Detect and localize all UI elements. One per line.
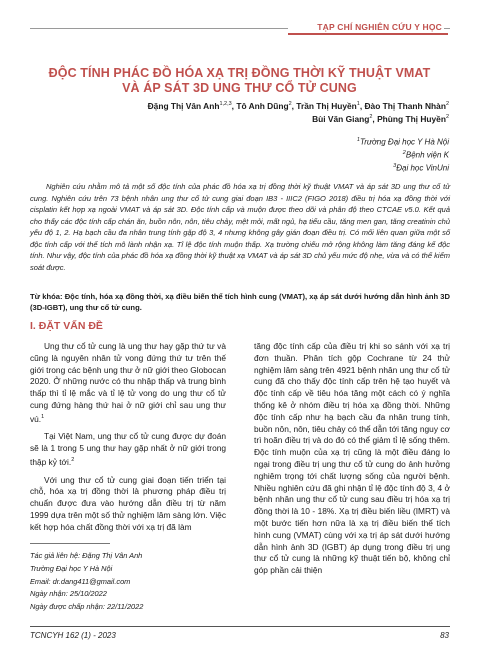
footer-rule [30, 626, 450, 627]
author-list [29, 99, 449, 126]
body-paragraph [30, 431, 226, 468]
author-sup: 1 [356, 101, 360, 107]
author-line-1 [29, 99, 449, 112]
body-paragraph [30, 475, 226, 534]
footnote-author: Tác giả liên hệ: Đặng Thị Vân Anh [30, 551, 143, 560]
paragraph-text: Tại Việt Nam, ung thư cổ tử cung được dự đoán sẽ là 1 trong 5 ung thư hay gặp nhất ở nữ giới trong thập kỷ tới. [30, 431, 226, 467]
author-name: , Trần Thị Huyền [291, 100, 357, 111]
footnote-accepted: Ngày được chấp nhận: 22/11/2022 [30, 602, 144, 612]
paragraph-text: Với ung thư cổ tử cung giai đoạn tiến triển tại chỗ, hóa xạ trị đồng thời là phương pháp điều trị chuẩn được đưa vào hướng dẫn điều trị từ năm 1999 dựa trên một số thử nghiệm lâm sàng lớn. Việc kết hợp hóa chất đồng thời với xạ trị đã làm [30, 474, 226, 532]
footnote-institution: Trường Đại học Y Hà Nội [30, 563, 113, 573]
citation-sup: 1 [41, 413, 45, 420]
author-sup: 2 [445, 114, 449, 121]
keywords: Từ khóa: Độc tính, hóa xạ đồng thời, xạ điều biến thể tích hình cung (VMAT), xạ áp sát dưới hướng dẫn hình ảnh 3D (3D-IGBT), ung thư cổ tử cung. [30, 292, 450, 312]
journal-section-label: TẠP CHÍ NGHIÊN CỨU Y HỌC [288, 20, 444, 34]
affiliation-text: Bệnh viện K [405, 150, 449, 160]
affiliation-text: Trường Đại học Y Hà Nội [359, 137, 449, 147]
affiliation-item [249, 148, 449, 161]
affiliation-item [249, 161, 449, 174]
footnote-rule [30, 543, 110, 544]
author-sup: 2 [288, 101, 292, 107]
page-number: 83 [440, 631, 449, 640]
footnote-email: Email: dr.dang411@gmail.com [30, 576, 131, 586]
article-title [30, 66, 449, 96]
footnote-received: Ngày nhận: 25/10/2022 [30, 589, 107, 599]
body-paragraph: tăng độc tính cấp của điều trị khi so sánh với xạ trị đơn thuần. Phân tích gộp Cochrane từ 24 thử nghiệm lâm sàng trên 4921 bệnh nhân ung thư cổ tử cung đã cho thấy độc tính cấp trên hệ tạo huyết và độc tính cấp về tiêu hóa tăng một cách có ý nghĩa thống kê ở nhóm điều trị hóa xạ đồng thời. Những độc tính cấp như hạ bạch cầu đa nhân trung tính, buồn nôn, nôn, tiêu chảy có thể dẫn tới tăng nguy cơ trì hoãn điều trị và do đó có thể giảm tỉ lệ sống thêm. Độc tính muộn của xạ trị cũng là một điều đáng lo ngại trong điều trị ung thư cổ tử cung do ảnh hưởng nghiêm trọng tới chất lượng sống của người bệnh. Nhiều nghiên cứu đã ghi nhận tỉ lệ độc tính độ 3, 4 ở bệnh nhân ung thư cổ tử cung sau điều trị hóa xạ trị đồng thời là 10 - 18%. Xạ trị điều biến liều (IMRT) và một bước tiến hơn nữa là xạ trị điều biến thể tích hình cung (VMAT) cùng với xạ trị áp sát dưới hướng dẫn hình ảnh 3D (IGBT) áp dụng trong điều trị ung thư cổ tử cung là những kỹ thuật tiến bộ, không chỉ góp phần cải thiện [254, 341, 450, 576]
author-sup: 2 [445, 101, 449, 107]
citation-sup: 2 [71, 456, 75, 463]
title-line-1: ĐỘC TÍNH PHÁC ĐỒ HÓA XẠ TRỊ ĐỒNG THỜI KỸ THUẬT VMAT [48, 66, 431, 80]
affiliation-sup: 1 [356, 137, 360, 143]
section-heading: I. ĐẶT VẤN ĐỀ [30, 320, 103, 332]
author-sup: 2 [369, 114, 373, 121]
body-column-left [30, 341, 226, 540]
paragraph-text: Ung thư cổ tử cung là ung thư hay gặp thứ tư và cũng là nguyên nhân tử vong đứng thứ tư trên thế giới trong các bệnh ung thư ở nữ giới theo Globocan 2020. Ở những nước có thu nhập thấp và trung bình thấp thì tỉ lệ mắc và tỉ lệ tử vong do ung thư cổ tử cung đứng hàng thứ hai ở nữ giới chỉ sau ung thư vú. [30, 341, 226, 424]
author-name: Đặng Thị Vân Anh [147, 100, 220, 111]
author-name: Bùi Văn Giang [312, 114, 370, 125]
affiliation-sup: 2 [402, 150, 406, 157]
author-sup: 1,2,3 [219, 101, 232, 107]
author-line-2 [29, 112, 449, 125]
title-line-2: VÀ ÁP SÁT 3D UNG THƯ CỔ TỬ CUNG [122, 81, 357, 95]
affiliation-text: Đại học VinUni [396, 163, 449, 173]
body-column-right [254, 341, 450, 577]
correspondence-footnote [30, 550, 230, 614]
author-name: , Phùng Thị Huyền [372, 114, 446, 125]
affiliation-item [249, 135, 449, 148]
author-name: , Đào Thị Thanh Nhàn [359, 100, 446, 111]
journal-section-bar [288, 33, 448, 35]
affiliation-sup: 3 [393, 163, 397, 170]
footer-journal: TCNCYH 162 (1) - 2023 [30, 631, 116, 640]
author-name: , Tô Anh Dũng [231, 100, 289, 111]
affiliations [249, 135, 449, 174]
body-paragraph [30, 341, 226, 425]
abstract: Nghiên cứu nhằm mô tả một số độc tính của phác đồ hóa xạ trị đồng thời kỹ thuật VMAT và áp sát 3D ung thư cổ tử cung. Nghiên cứu trên 73 bệnh nhân ung thư cổ tử cung giai đoạn IB3 - IIIC2 (FIGO 2018) điều trị hóa xạ đồng thời với cisplatin kết hợp xạ ngoài VMAT và áp sát 3D. Độc tính cấp và muộn được theo dõi và phân độ theo CTCAE v5.0. Kết quả cho thấy các độc tính cấp chán ăn, buồn nôn, nôn, tiêu chảy, mệt mỏi, mất ngủ, hạ tiểu cầu, tăng men gan, tăng creatinin chủ yếu độ 1, 2. Hạ bạch cầu đa nhân trung tính gặp độ 3, 4 nhưng không gây gián đoạn điều trị. Có mối liên quan giữa một số độc tính cấp với thể tích mô lành nhận xạ. Tỉ lệ độc tính muộn thấp. Xạ trường chiếu mở rộng không làm tăng đáng kể độc tính. Như vậy, độc tính của phác đồ hóa xạ đồng thời kỹ thuật xạ VMAT và áp sát 3D chủ yếu mức độ nhẹ, vừa và có thể kiểm soát được. [30, 182, 450, 272]
